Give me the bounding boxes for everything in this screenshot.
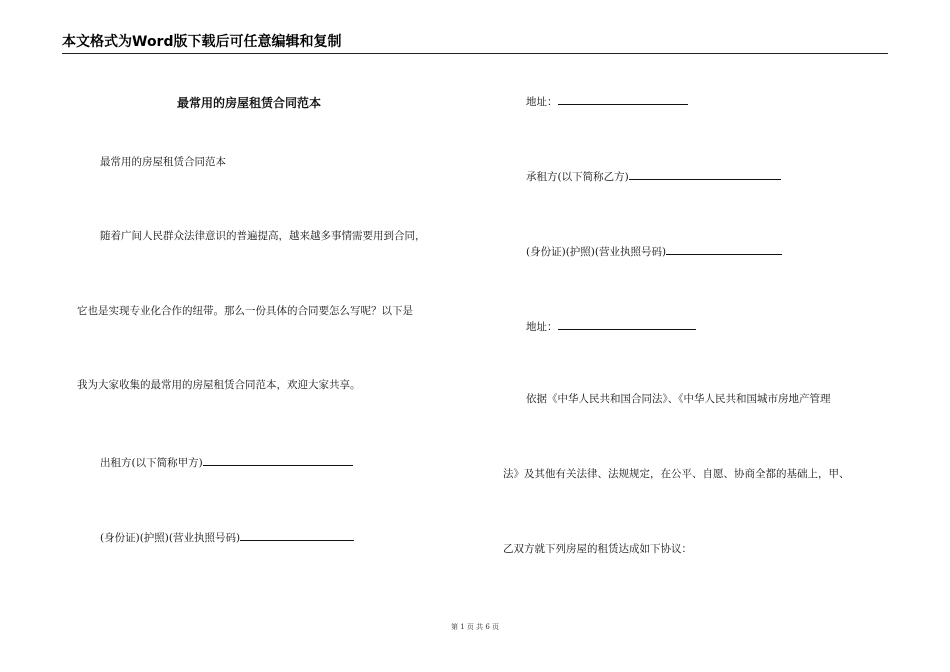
subtitle-line: 最常用的房屋租赁合同范本	[100, 156, 226, 168]
lessor-blank	[203, 454, 353, 466]
header-text: 本文格式为Word版下载后可任意编辑和复制	[62, 34, 342, 50]
intro-line-2: 它也是实现专业化合作的纽带。那么一份具体的合同要怎么写呢？以下是	[77, 305, 413, 317]
lessee-line	[526, 168, 781, 184]
lessee-id-label: (身份证)(护照)(营业执照号码)	[526, 246, 667, 258]
address-line-2	[526, 318, 696, 334]
address-label-1: 地址：	[526, 96, 558, 108]
page-header	[62, 33, 888, 54]
address-blank-1	[558, 93, 688, 105]
document-title: 最常用的房屋租赁合同范本	[177, 96, 322, 110]
lessee-label: 承租方(以下简称乙方)	[526, 171, 629, 183]
lessee-id-line	[526, 243, 782, 259]
address-label-2: 地址：	[526, 321, 558, 333]
lessee-id-blank	[666, 243, 782, 255]
lessor-id-label: (身份证)(护照)(营业执照号码)	[100, 532, 241, 544]
basis-line-2: 法》及其他有关法律、法规规定，在公平、自愿、协商全都的基础上，甲、	[503, 468, 850, 480]
lessor-label: 出租方(以下简称甲方)	[100, 457, 203, 469]
lessee-blank	[629, 168, 781, 180]
basis-line-1: 依据《中华人民共和国合同法》、《中华人民共和国城市房地产管理	[526, 393, 831, 405]
address-blank-2	[558, 318, 696, 330]
lessor-id-blank	[240, 529, 354, 541]
address-line-1	[526, 93, 688, 109]
intro-line-3: 我为大家收集的最常用的房屋租赁合同范本，欢迎大家共享。	[77, 379, 361, 391]
basis-line-3: 乙双方就下列房屋的租赁达成如下协议：	[503, 543, 692, 555]
lessor-id-line	[100, 529, 354, 545]
intro-line-1: 随着广间人民群众法律意识的普遍提高，越来越多事情需要用到合同，	[100, 230, 426, 242]
page-footer: 第 1 页 共 6 页	[450, 623, 500, 631]
lessor-line	[100, 454, 353, 470]
